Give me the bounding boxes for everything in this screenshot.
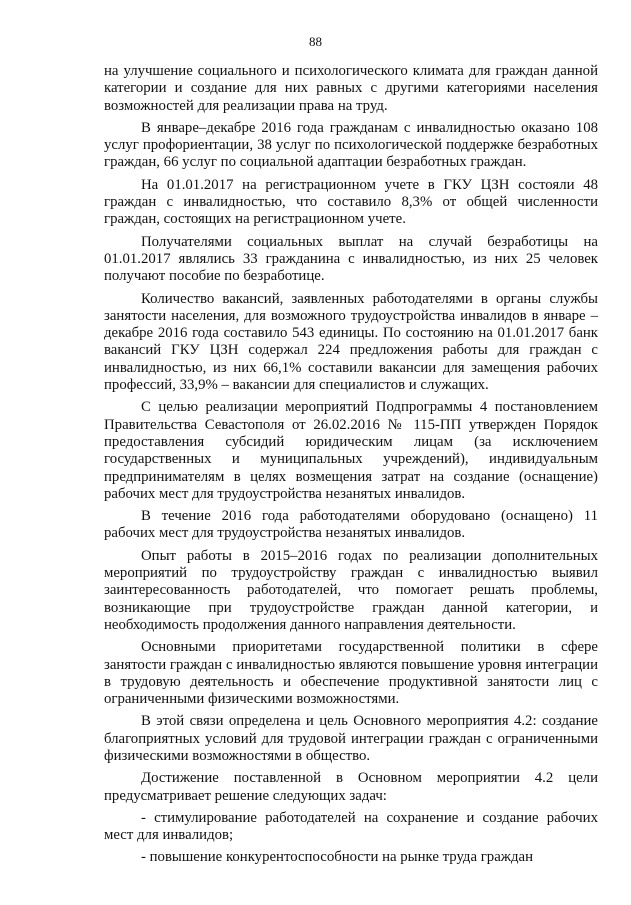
list-item-1: - стимулирование работодателей на сохранение и создание рабочих мест для инвалидов; — [104, 809, 598, 844]
paragraph-1: на улучшение социального и психологического климата для граждан данной категории и создание для них равных с другими категориями населения возможностей для реализации права на труд. — [104, 63, 598, 114]
paragraph-10: В этой связи определена и цель Основного мероприятия 4.2: создание благоприятных условий для трудовой интеграции граждан с ограниченными физическими возможностями в общество. — [104, 713, 598, 764]
paragraph-2: В январе–декабре 2016 года гражданам с инвалидностью оказано 108 услуг профориентации, 38 услуг по психологической поддержке безработных граждан, 66 услуг по социальной адаптации безработных граждан. — [104, 119, 598, 171]
document-body — [104, 63, 598, 867]
paragraph-3: На 01.01.2017 на регистрационном учете в ГКУ ЦЗН состояли 48 граждан с инвалидностью, что составило 8,3% от общей численности граждан, состоящих на регистрационном учете. — [104, 176, 598, 228]
paragraph-4: Получателями социальных выплат на случай безработицы на 01.01.2017 являлись 33 гражданина с инвалидностью, из них 25 человек получают пособие по безработице. — [104, 233, 598, 285]
paragraph-11: Достижение поставленной в Основном мероприятии 4.2 цели предусматривает решение следующих задач: — [104, 770, 598, 804]
paragraph-6: С целью реализации мероприятий Подпрограммы 4 постановлением Правительства Севастополя от 26.02.2016 № 115-ПП утвержден Порядок предоставления субсидий юридическим лицам (за исключением государственных и муниципальных учреждений), индивидуальным предпринимателям в целях возмещения затрат на создание (оснащение) рабочих мест для трудоустройства незанятых инвалидов. — [104, 399, 598, 502]
paragraph-8: Опыт работы в 2015–2016 годах по реализации дополнительных мероприятий по трудоустройству граждан с инвалидностью выявил заинтересованность работодателей, что помогает решать проблемы, возникающие при трудоустройстве граждан данной категории, и необходимость продолжения данного направления деятельности. — [104, 547, 598, 633]
page-number: 88 — [309, 34, 322, 49]
list-item-2: - повышение конкурентоспособности на рынке труда граждан — [141, 849, 533, 866]
paragraph-9: Основными приоритетами государственной политики в сфере занятости граждан с инвалидностью являются повышение уровня интеграции в трудовую деятельность и обеспечение продуктивной занятости лиц с ограниченными физическими возможностями. — [104, 639, 598, 708]
paragraph-7: В течение 2016 года работодателями оборудовано (оснащено) 11 рабочих мест для трудоустройства незанятых инвалидов. — [104, 508, 598, 542]
paragraph-5: Количество вакансий, заявленных работодателями в органы службы занятости населения, для возможного трудоустройства инвалидов в январе – декабре 2016 года составило 543 единицы. По состоянию на 01.01.2017 банк вакансий ГКУ ЦЗН содержал 224 предложения работы для граждан с инвалидностью, из них 66,1% составили вакансии для замещения рабочих профессий, 33,9% – вакансии для специалистов и служащих. — [104, 290, 598, 394]
